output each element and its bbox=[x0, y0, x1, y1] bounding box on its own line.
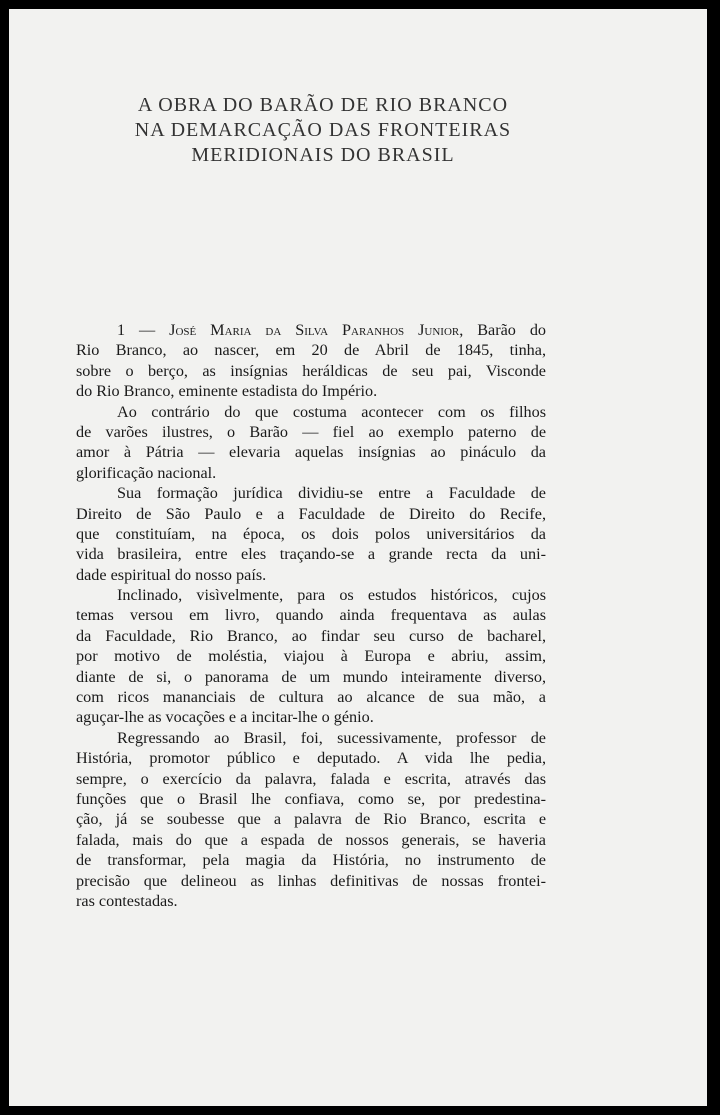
text-line: falada, mais do que a espada de nossos generais, se haveria bbox=[76, 830, 546, 849]
chapter-title bbox=[9, 93, 637, 168]
text-line: Direito de São Paulo e a Faculdade de Direito do Recife, bbox=[76, 504, 546, 523]
text-line: dade espiritual do nosso país. bbox=[76, 565, 267, 584]
text-line: funções que o Brasil lhe confiava, como se, por predestina- bbox=[76, 789, 546, 808]
paragraph-first-line bbox=[76, 320, 546, 340]
line-text: , Barão do bbox=[459, 321, 547, 339]
text-line: por motivo de moléstia, viajou à Europa e abriu, assim, bbox=[76, 647, 546, 666]
section-number: 1 — bbox=[117, 321, 170, 339]
text-line: amor à Pátria — elevaria aquelas insígnias ao pináculo da bbox=[76, 443, 546, 462]
text-line: Inclinado, visìvelmente, para os estudos históricos, cujos bbox=[117, 586, 546, 605]
text-line: glorificação nacional. bbox=[76, 463, 217, 482]
text-line: Regressando ao Brasil, foi, sucessivamente, professor de bbox=[117, 728, 546, 747]
text-line: Ao contrário do que costuma acontecer com os filhos bbox=[117, 402, 546, 421]
title-line: MERIDIONAIS DO BRASIL bbox=[191, 144, 455, 166]
text-line: da Faculdade, Rio Branco, ao findar seu curso de bacharel, bbox=[76, 626, 546, 645]
text-line: de transformar, pela magia da História, no instrumento de bbox=[76, 851, 546, 870]
title-line: A OBRA DO BARÃO DE RIO BRANCO bbox=[137, 94, 509, 116]
title-line: NA DEMARCAÇÃO DAS FRONTEIRAS bbox=[134, 119, 512, 141]
text-line: ção, já se soubesse que a palavra de Rio Branco, escrita e bbox=[76, 810, 546, 829]
text-line: temas versou em livro, quando ainda frequentava as aulas bbox=[76, 606, 546, 625]
text-line: Sua formação jurídica dividiu-se entre a Faculdade de bbox=[117, 484, 546, 503]
text-line: sempre, o exercício da palavra, falada e escrita, através das bbox=[76, 769, 546, 788]
text-line: diante de si, o panorama de um mundo inteiramente diverso, bbox=[76, 667, 546, 686]
text-line: do Rio Branco, eminente estadista do Império. bbox=[76, 382, 378, 401]
text-line: História, promotor público e deputado. A vida lhe pedia, bbox=[76, 749, 546, 768]
person-name: José Maria da Silva Paranhos Junior bbox=[169, 321, 460, 339]
text-line: aguçar-lhe as vocações e a incitar-lhe o génio. bbox=[76, 708, 374, 727]
text-line: Rio Branco, ao nascer, em 20 de Abril de 1845, tinha, bbox=[76, 341, 546, 360]
text-line: sobre o berço, as insígnias heráldicas de seu pai, Visconde bbox=[76, 361, 546, 380]
text-line: precisão que delineou as linhas definitivas de nossas frontei- bbox=[76, 871, 546, 890]
text-line: de varões ilustres, o Barão — fiel ao exemplo paterno de bbox=[76, 422, 546, 441]
text-line: vida brasileira, entre eles traçando-se a grande recta da uni- bbox=[76, 545, 546, 564]
document-page bbox=[9, 9, 707, 1106]
text-line: ras contestadas. bbox=[76, 891, 178, 910]
body-text bbox=[76, 320, 546, 911]
text-line: que constituíam, na época, os dois polos universitários da bbox=[76, 524, 546, 543]
text-line: com ricos mananciais de cultura ao alcance de sua mão, a bbox=[76, 688, 546, 707]
